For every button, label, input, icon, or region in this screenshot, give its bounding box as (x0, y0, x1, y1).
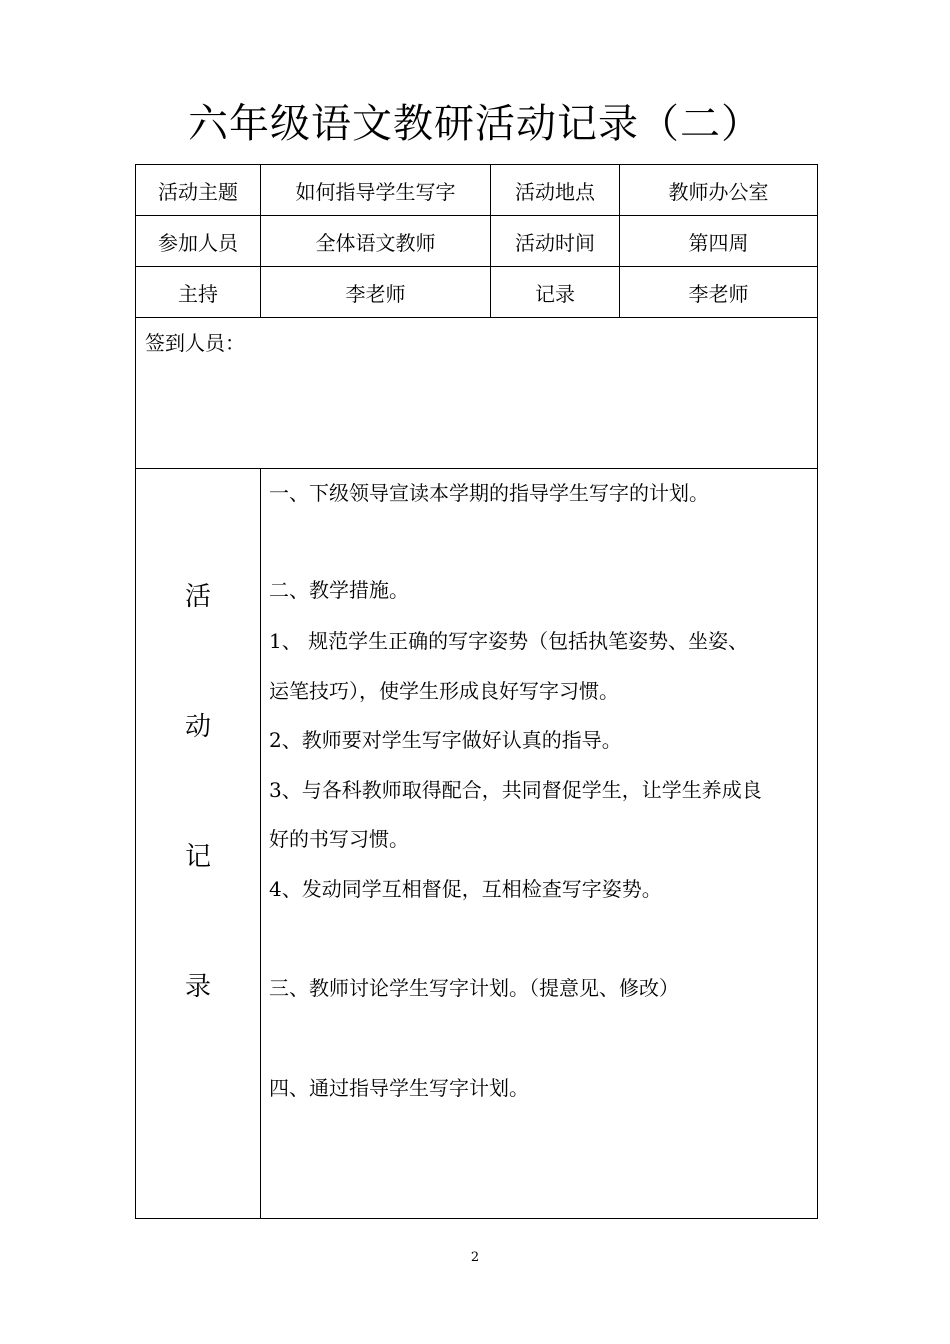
info-row-host (136, 267, 818, 318)
topic-value: 如何指导学生写字 (261, 165, 491, 216)
info-row-participants (136, 216, 818, 267)
content-line: 运笔技巧），使学生形成良好写字习惯。 (269, 679, 619, 703)
place-value: 教师办公室 (620, 165, 818, 216)
content-line: 四、通过指导学生写字计划。 (269, 1076, 529, 1100)
recorder-label: 记录 (491, 267, 620, 318)
side-label-char: 动 (184, 712, 211, 742)
host-label: 主持 (136, 267, 261, 318)
participants-value: 全体语文教师 (261, 216, 491, 267)
side-label-char: 活 (184, 582, 211, 612)
activity-record-row (136, 469, 818, 1219)
activity-content-cell (261, 469, 818, 1219)
content-line: 二、教学措施。 (269, 578, 409, 602)
side-label-char: 录 (184, 972, 211, 1002)
place-label: 活动地点 (491, 165, 620, 216)
content-line: 三、教师讨论学生写字计划。（提意见、修改） (269, 976, 679, 1000)
content-line: 3、与各科教师取得配合，共同督促学生，让学生养成良 (269, 778, 762, 802)
time-value: 第四周 (620, 216, 818, 267)
recorder-value: 李老师 (620, 267, 818, 318)
time-label: 活动时间 (491, 216, 620, 267)
side-label-char: 记 (184, 842, 211, 872)
host-value: 李老师 (261, 267, 491, 318)
sign-in-label: 签到人员： (145, 331, 245, 355)
content-line: 1、 规范学生正确的写字姿势（包括执笔姿势、坐姿、 (269, 629, 749, 653)
sign-in-row (136, 318, 818, 469)
page-title: 六年级语文教研活动记录（二） (188, 101, 762, 147)
sign-in-cell (136, 318, 818, 469)
content-line: 一、下级领导宣读本学期的指导学生写字的计划。 (269, 481, 709, 505)
content-line: 2、教师要对学生写字做好认真的指导。 (269, 728, 622, 752)
page-number: 2 (470, 1250, 480, 1265)
activity-side-label-cell (136, 469, 261, 1219)
content-line: 好的书写习惯。 (269, 827, 409, 851)
info-row-topic (136, 165, 818, 216)
participants-label: 参加人员 (136, 216, 261, 267)
activity-record-table (135, 164, 818, 1219)
topic-label: 活动主题 (136, 165, 261, 216)
content-line: 4、发动同学互相督促，互相检查写字姿势。 (269, 877, 662, 901)
